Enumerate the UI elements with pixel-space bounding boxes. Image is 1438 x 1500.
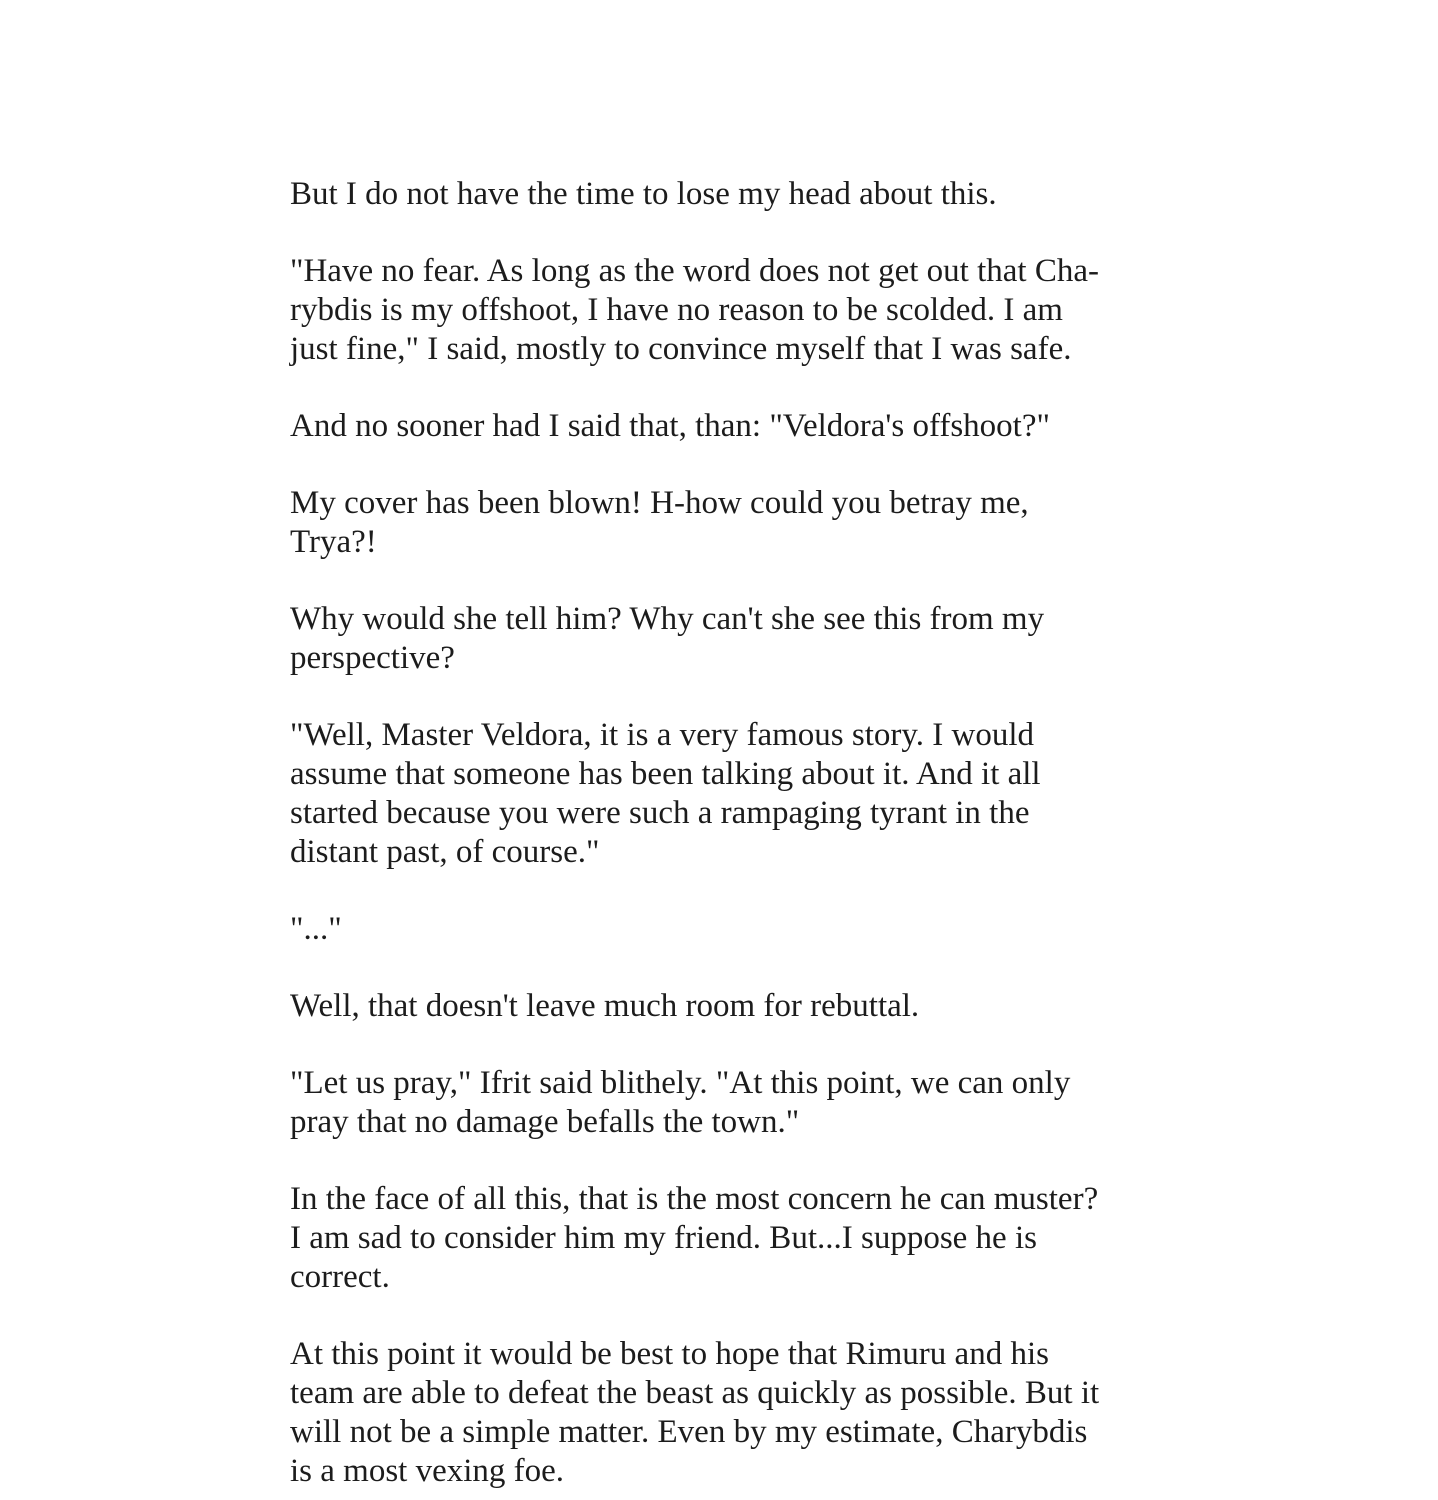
document-page — [290, 175, 1150, 1491]
paragraph: "Have no fear. As long as the word does not get out that Cha- rybdis is my offshoot, I have no reason to be scolded. I am just fine," I said, mostly to convince myself that I was safe. — [290, 253, 1099, 367]
paragraph: "..." — [290, 911, 342, 947]
paragraph: "Let us pray," Ifrit said blithely. "At this point, we can only pray that no damage befalls the town." — [290, 1065, 1071, 1140]
paragraph: Well, that doesn't leave much room for rebuttal. — [290, 988, 920, 1024]
paragraph: And no sooner had I said that, than: "Veldora's offshoot?" — [290, 408, 1050, 444]
paragraph: "Well, Master Veldora, it is a very famous story. I would assume that someone has been talking about it. And it all started because you were such a rampaging tyrant in the distant past, of course." — [290, 717, 1041, 870]
paragraph: My cover has been blown! H-how could you betray me, Trya?! — [290, 485, 1029, 560]
paragraph: At this point it would be best to hope that Rimuru and his team are able to defeat the beast as quickly as possible. But it will not be a simple matter. Even by my estimate, Charybdis is a most vexing foe. — [290, 1336, 1100, 1489]
paragraph: But I do not have the time to lose my head about this. — [290, 176, 997, 212]
paragraph: In the face of all this, that is the most concern he can muster? I am sad to consider him my friend. But...I suppose he is correct. — [290, 1181, 1099, 1295]
paragraph: Why would she tell him? Why can't she see this from my perspective? — [290, 601, 1045, 676]
